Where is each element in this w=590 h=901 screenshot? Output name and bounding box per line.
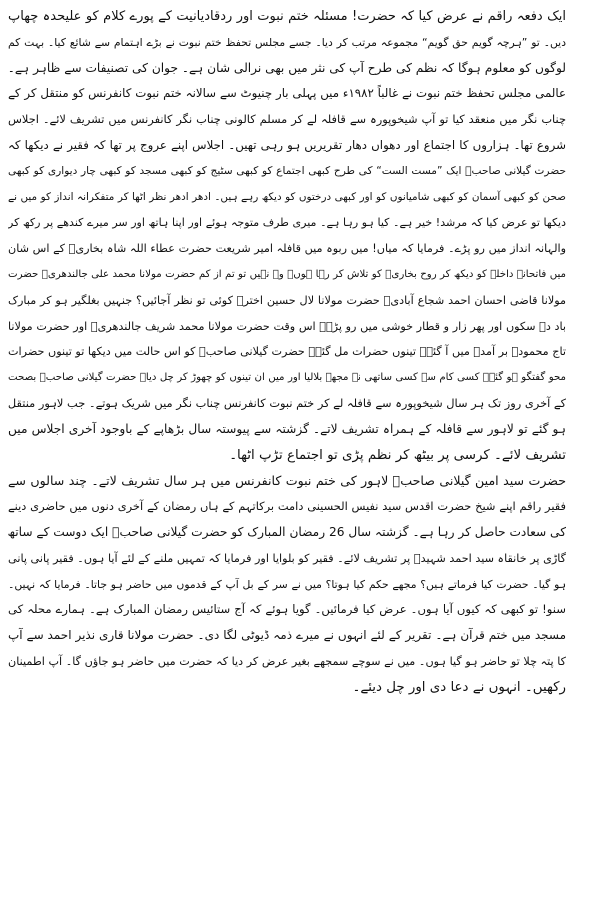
text-line: دیں۔ تو ”ہرچہ گویم حق گویم“ مجموعہ مرتب کر دیا۔ جسے مجلس تحفظ ختم نبوت نے بڑے اہتمام سے شائع کیا۔ بہت کم xyxy=(8,35,566,49)
text-line: عالمی مجلس تحفظ ختم نبوت نے غالباً ۱۹۸۲ء میں پہلی بار چنیوٹ سے سالانہ ختم نبوت کانفرنس کو منتقل کر کے xyxy=(8,86,566,101)
text-line: حضرت سید امین گیلانی صاحبؒ لاہور کی ختم نبوت کانفرنس میں ہر سال تشریف لاتے۔ چند سالوں سے xyxy=(8,473,566,489)
text-line: باد دے سکوں اور پھر زار و قطار خوشی میں رو پڑے۔ اس وقت حضرت مولانا محمد شریف جالندھریؒ اور حضرت مولانا xyxy=(8,319,566,333)
text-line: رکھیں۔ انہوں نے دعا دی اور چل دیئے۔ xyxy=(352,679,566,695)
text-line: کی سعادت حاصل کر رہا ہے۔ گزشتہ سال 26 رمضان المبارک کو حضرت گیلانی صاحبؒ ایک دوست کے ساتھ xyxy=(8,524,566,539)
text-line: تاج محمودؒ بر آمدہ میں آ گئے۔ تینوں حضرات مل گئے۔ حضرت گیلانی صاحبؒ کو اس حالت میں دیکھا تو تینوں حضرات xyxy=(8,345,566,359)
text-line: مولانا قاضی احسان احمد شجاع آبادیؒ حضرت مولانا لال حسین اخترؒ کوئی تو نظر آجائیں؟ جنہیں بغلگیر ہو کر مبارک xyxy=(8,293,566,307)
text-line: صحن کو کبھی آسمان کو کبھی شامیانوں کو اور کبھی درختوں کو دیکھ رہے ہیں۔ ادھر ادھر نظر اٹھا کر متفکرانہ انداز کو میں نے xyxy=(8,190,566,203)
text-line: ایک دفعہ راقم نے عرض کیا کہ حضرت! مسئلہ ختم نبوت اور ردقادیانیت کے پورے کلام کو علیحدہ چھاپ xyxy=(8,9,566,24)
text-line: محو گفتگو ہو گئے۔ کسی کام سے کسی ساتھی نے مجھے بلالیا اور میں ان تینوں کو چھوڑ کر چل دیا۔ حضرت گیلانی صاحبؒ بصحت xyxy=(8,372,566,384)
text-line: کا پتہ چلا تو حاضر ہو گیا ہوں۔ میں نے سوچے سمجھے بغیر عرض کر دیا کہ حضرت میں حاضر ہو جاؤں گا۔ آپ اطمینان xyxy=(8,654,566,668)
text-line: میں فاتحانہ داخلہ کو دیکھ کر روح بخاریؒ کو تلاش کر رہا ہوں۔ وہ نہیں تو تم از کم حضرت مولانا محمد علی جالندھریؒ حضرت xyxy=(8,268,566,280)
text-line: حضرت گیلانی صاحبؒ ایک ”مست الست“ کی طرح کبھی اجتماع کو کبھی سٹیج کو کبھی مسجد کو کبھی چار دیواری کو کبھی xyxy=(8,164,566,177)
text-line: لوگوں کو معلوم ہوگا کہ نظم کی طرح آپ کی نثر میں بھی نرالی شان ہے۔ جوان کی تصنیفات سے ظاہر ہے۔ xyxy=(8,60,566,75)
text-line: گاڑی پر خانقاہ سید احمد شہیدؒ پر تشریف لائے۔ فقیر کو بلوایا اور فرمایا کہ تمہیں ملنے کے لئے آیا ہوں۔ فقیر پانی پانی xyxy=(8,551,566,565)
text-line: فقیر راقم اپنے شیخ حضرت اقدس سید نفیس الحسینی دامت برکاتہم کے ہاں رمضان کے آخری دنوں میں حاضری دینے xyxy=(8,499,566,514)
text-line: چناب نگر میں منعقد کیا تو آپ شیخوپورہ سے قافلہ لے کر مسلم کالونی چناب نگر کانفرنس میں تشریف لائے۔ اجلاس xyxy=(8,112,566,127)
text-line: والہانہ انداز میں رو پڑے۔ فرمایا کہ میاں! میں ربوہ میں قافلہ امیر شریعت حضرت عطاء اللہ شاہ بخاریؒ کے اس شان xyxy=(8,242,566,256)
text-line: ہو گئے تو لاہور سے قافلہ کے ہمراہ تشریف لاتے۔ گزشتہ سے پیوستہ سال بڑھاپے کے باوجود آخری اجلاس میں xyxy=(8,421,566,436)
text-line: ہو گیا۔ حضرت کیا فرماتے ہیں؟ مجھے حکم کیا ہوتا؟ میں نے سر کے بل آپ کے قدموں میں حاضر ہو جاتا۔ فرمایا کہ نہیں۔ xyxy=(8,577,566,591)
text-line: مسجد میں ختم قرآن ہے۔ تقریر کے لئے انہوں نے میرے ذمہ ڈیوٹی لگا دی۔ حضرت مولانا قاری نذیر احمد سے آپ xyxy=(8,628,566,643)
paragraph-3 xyxy=(8,468,566,700)
text-line: دیکھا تو عرض کیا کہ مرشد! خیر ہے۔ کیا ہو رہا ہے۔ میری طرف متوجہ ہوئے اور اپنا ہاتھ اور سر میرے کندھے پر رکھ کر xyxy=(8,216,566,230)
paragraph-2 xyxy=(8,81,566,468)
text-line: کے آخری روز تک ہر سال شیخوپورہ سے قافلہ لے کر ختم نبوت کانفرنس چناب نگر میں شریک ہوتے۔ جب لاہور منتقل xyxy=(8,395,566,410)
text-line: سنو! تو کبھی کہ کیوں آیا ہوں۔ عرض کیا فرمائیں۔ گویا ہوئے کہ آج ستائیس رمضان المبارک ہے۔ ہمارے محلہ کی xyxy=(8,602,566,617)
text-line: تشریف لائے۔ کرسی پر بیٹھ کر نظم پڑی تو اجتماع تڑپ اٹھا۔ xyxy=(229,447,566,463)
paragraph-1 xyxy=(8,4,566,81)
text-line: شروع تھا۔ ہزاروں کا اجتماع اور دھواں دھار تقریریں ہو رہی تھیں۔ اجلاس اپنے عروج پر تھا کہ فقیر نے دیکھا کہ xyxy=(8,137,566,152)
